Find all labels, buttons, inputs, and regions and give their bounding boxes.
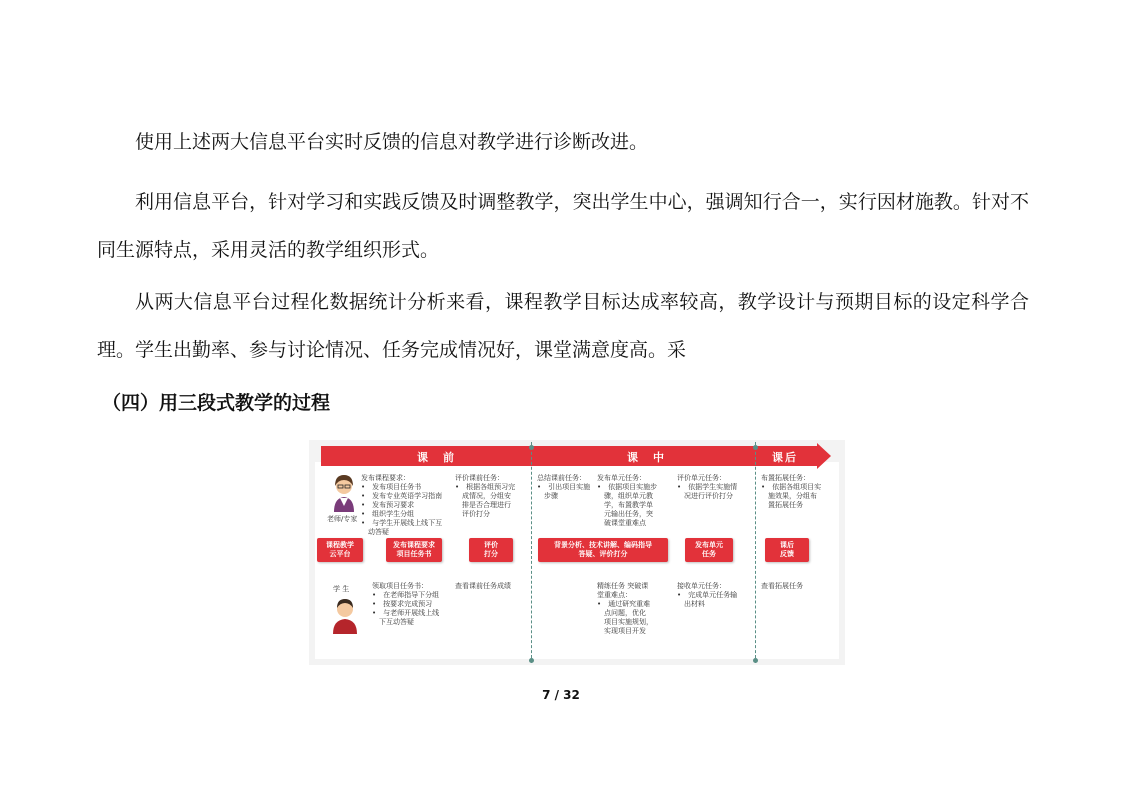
divider-dot: [529, 445, 534, 450]
paragraph-2: 利用信息平台，针对学习和实践反馈及时调整教学，突出学生中心，强调知行合一，实行因材施教。针对不同生源特点，采用灵活的教学组织形式。: [97, 191, 1029, 261]
teacher-label: 老师/专家: [327, 515, 358, 523]
student-label: 学 生: [333, 585, 350, 593]
divider-dot: [753, 445, 758, 450]
student-avatar-icon: [330, 596, 360, 634]
phase-divider-1: [531, 442, 532, 663]
page-number: 7 / 32: [542, 688, 580, 702]
teacher-task-extension: 布置拓展任务： • 依据各组项目实 施效果，分组布 置拓展任务: [761, 474, 822, 509]
student-task-pre-receive: 领取项目任务书： • 在老师指导下分组 • 按要求完成预习 • 与老师开展线上线 下互动答疑: [372, 582, 440, 626]
phase-in-class: 课 中: [627, 451, 666, 464]
cloud-platform-label: 课程教学 云平台: [317, 538, 363, 562]
teacher-avatar-icon: [329, 472, 359, 512]
student-task-practice: 精练任务 突破课 堂重难点： • 通过研究重难 点问题，优化 项目实施规划， 实现项目开发: [597, 582, 653, 635]
pre-class-evaluate-label: 评价 打分: [469, 538, 513, 562]
three-stage-teaching-diagram: [309, 440, 845, 665]
paragraph-3: 从两大信息平台过程化数据统计分析来看，课程教学目标达成率较高，教学设计与预期目标的设定科学合理。学生出勤率、参与讨论情况、任务完成情况好，课堂满意度高。采: [97, 291, 1029, 361]
phase-after-class: 课后: [772, 451, 798, 464]
teacher-task-unit-publish: 发布单元任务： • 依据项目实施步 骤，组织单元教 学，布置教学单 元输出任务，突 破课堂重难点: [597, 474, 658, 527]
teacher-task-summary: 总结课前任务： • 引出项目实施 步骤: [537, 474, 591, 500]
student-task-extension: 查看拓展任务: [761, 582, 803, 590]
teacher-task-pre-evaluate: 评价课前任务： • 根据各组预习完 成情况，分组安 排是否合理进行 评价打分: [455, 474, 516, 518]
teacher-task-pre-publish: 发布课程要求： • 发布项目任务书 • 发布专业英语学习指南 • 发布预习要求 • 组织学生分组 • 与学生开展线上线下互 动答疑: [361, 474, 443, 536]
divider-dot: [529, 658, 534, 663]
in-class-activities-label: 背景分析、技术讲解、编码指导 答疑、评价打分: [538, 538, 668, 562]
student-task-pre-score: 查看课前任务成绩: [455, 582, 511, 590]
section-heading: （四）用三段式教学的过程: [102, 392, 331, 414]
timeline-arrow-bar: [321, 446, 819, 466]
publish-unit-task-label: 发布单元 任务: [685, 538, 733, 562]
after-class-feedback-label: 课后 反馈: [765, 538, 809, 562]
phase-before-class: 课 前: [417, 451, 456, 464]
phase-divider-2: [755, 442, 756, 663]
timeline-arrow-head: [817, 443, 831, 469]
divider-dot: [753, 658, 758, 663]
teacher-task-unit-evaluate: 评价单元任务： • 依据学生实施情 况进行评价打分: [677, 474, 738, 500]
student-task-unit-receive: 接收单元任务： • 完成单元任务输 出材料: [677, 582, 738, 608]
paragraph-1: 使用上述两大信息平台实时反馈的信息对教学进行诊断改进。: [135, 131, 649, 153]
publish-requirements-label: 发布课程要求 项目任务书: [386, 538, 442, 562]
